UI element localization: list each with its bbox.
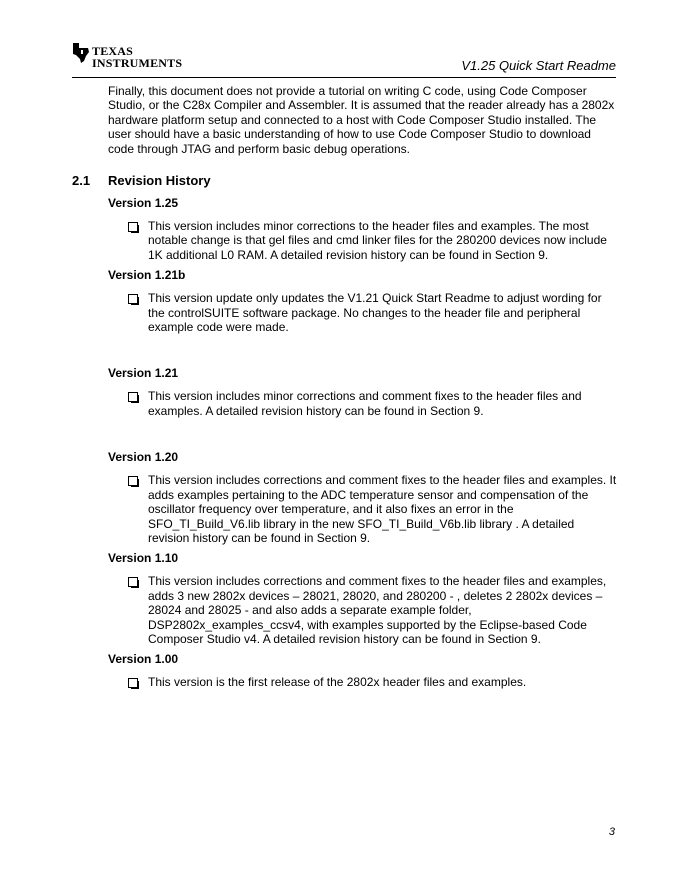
version-1-21b — [72, 268, 620, 334]
list-item-text: This version includes corrections and comment fixes to the header files and examples. It adds examples pertaining to the ADC temperature sensor and compensation of the oscillator frequency over temperature, and it also fixes an error in the SFO_TI_Build_V6.lib library in the new SFO_TI_Build_V6b.lib library . A detailed revision history can be found in Section 9. — [148, 473, 617, 545]
version-1-10 — [72, 551, 620, 646]
page-number: 3 — [608, 826, 615, 838]
section-number: 2.1 — [72, 173, 91, 189]
version-1-21 — [72, 366, 620, 418]
list-item — [128, 389, 620, 418]
document-title: V1.25 Quick Start Readme — [461, 58, 616, 73]
list-item — [128, 574, 620, 646]
version-heading: Version 1.20 — [108, 450, 179, 465]
checkbox-bullet-icon — [128, 577, 138, 587]
list-item — [128, 291, 620, 334]
version-1-20 — [72, 450, 620, 545]
version-heading: Version 1.25 — [108, 196, 179, 211]
texas-state-icon — [72, 42, 90, 64]
list-item — [128, 473, 620, 545]
section-title: Revision History — [108, 173, 211, 189]
version-heading: Version 1.21 — [108, 366, 179, 381]
list-item-text: This version includes minor corrections to the header files and examples. The most notable change is that gel files and cmd linker files for the 280200 devices now include 1K additional L0 RAM. A detailed revision history can be found in Section 9. — [148, 219, 607, 262]
checkbox-bullet-icon — [128, 392, 138, 402]
section-heading — [72, 173, 620, 189]
header-divider — [72, 77, 616, 78]
page-header — [72, 40, 616, 80]
logo-wordmark — [92, 45, 182, 69]
checkbox-bullet-icon — [128, 222, 138, 232]
intro-paragraph: Finally, this document does not provide a tutorial on writing C code, using Code Composer Studio, or the C28x Compiler and Assembler. It is assumed that the reader already has a 2802x hardware platform setup and connected to a host with Code Composer Studio installed. The user should have a basic understanding of how to use Code Composer Studio to download code through JTAG and perform basic debug operations. — [108, 84, 615, 156]
checkbox-bullet-icon — [128, 678, 138, 688]
list-item — [128, 219, 620, 262]
document-body — [72, 84, 620, 690]
version-heading: Version 1.21b — [108, 268, 186, 283]
texas-instruments-logo — [72, 42, 183, 72]
logo-texas: TEXAS — [92, 44, 134, 58]
list-item-text: This version includes minor corrections and comment fixes to the header files and examples. A detailed revision history can be found in Section 9. — [148, 389, 582, 418]
version-1-00 — [72, 652, 620, 689]
logo-instruments: INSTRUMENTS — [92, 56, 183, 70]
list-item-text: This version is the first release of the 2802x header files and examples. — [148, 675, 527, 690]
version-heading: Version 1.00 — [108, 652, 179, 667]
list-item-text: This version includes corrections and comment fixes to the header files and examples, adds 3 new 2802x devices – 28021, 28020, and 280200 - , deletes 2 2802x devices – 28024 and 28025 - and also adds a separate example folder, DSP2802x_examples_ccsv4, with examples supported by the Eclipse-based Code Composer Studio v4. A detailed revision history can be found in Section 9. — [148, 574, 607, 646]
version-heading: Version 1.10 — [108, 551, 179, 566]
checkbox-bullet-icon — [128, 294, 138, 304]
list-item — [128, 675, 620, 689]
checkbox-bullet-icon — [128, 476, 138, 486]
list-item-text: This version update only updates the V1.21 Quick Start Readme to adjust wording for the controlSUITE software package. No changes to the header file and peripheral example code were made. — [148, 291, 602, 335]
version-1-25 — [72, 196, 620, 262]
